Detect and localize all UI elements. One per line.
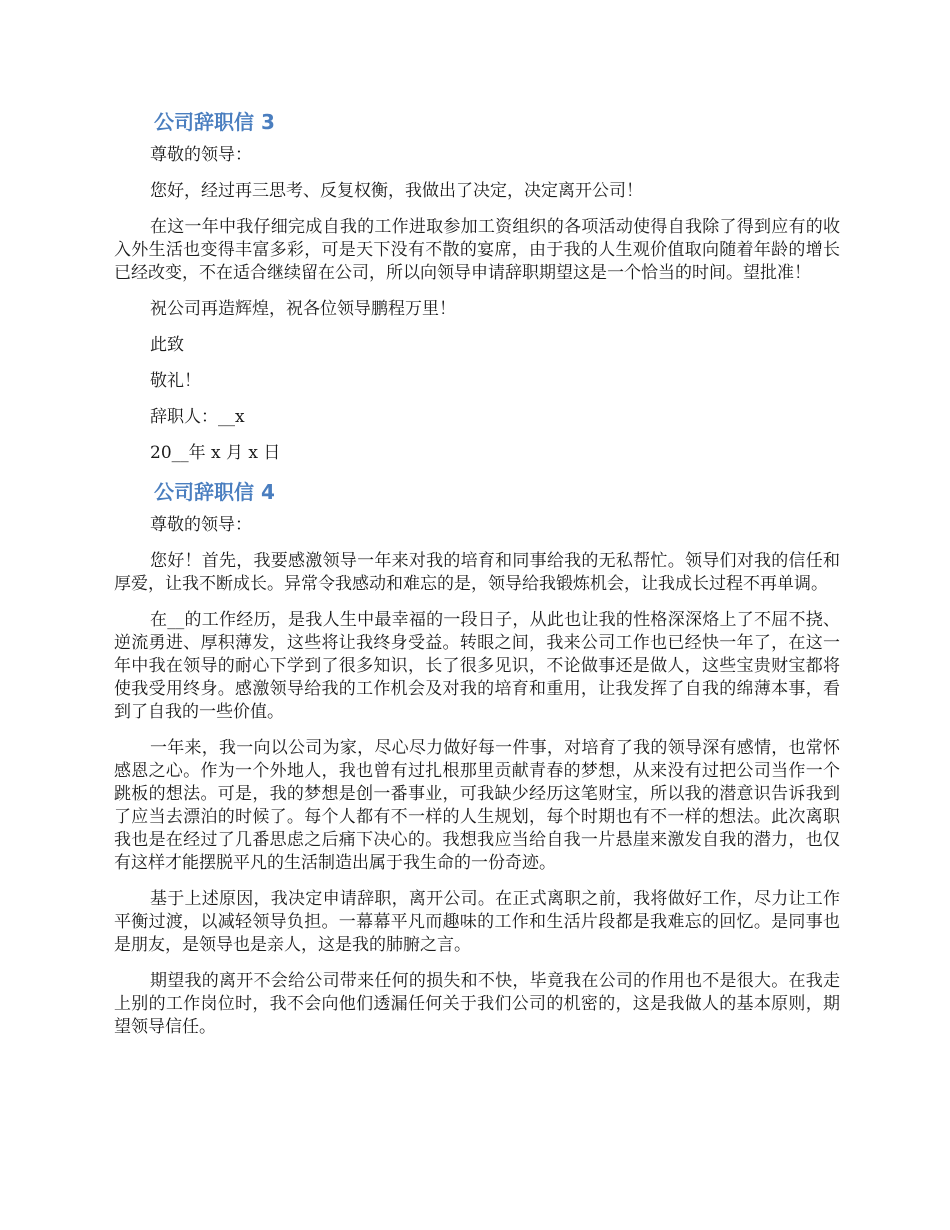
section-3-title: 公司辞职信 3 — [154, 110, 275, 134]
paragraph: 您好！首先，我要感激领导一年来对我的培育和同事给我的无私帮忙。领导们对我的信任和厚爱，让我不断成长。异常令我感动和难忘的是，领导给我锻炼机会，让我成长过程不再单调。 — [114, 551, 840, 594]
paragraph: 期望我的离开不会给公司带来任何的损失和不快，毕竟我在公司的作用也不是很大。在我走上别的工作岗位时，我不会向他们透漏任何关于我们公司的机密的，这是我做人的基本原则，期望领导信任。 — [114, 971, 840, 1037]
salutation: 尊敬的领导： — [150, 145, 252, 165]
paragraph: 祝公司再造辉煌，祝各位领导鹏程万里！ — [150, 299, 456, 319]
paragraph: 在__的工作经历，是我人生中最幸福的一段日子，从此也让我的性格深深烙上了不屈不挠、逆流勇进、厚积薄发，这些将让我终身受益。转眼之间，我来公司工作也已经快一年了，在这一年中我在领导的耐心下学到了很多知识，长了很多见识，不论做事还是做人，这些宝贵财宝都将使我受用终身。感激领导给我的工作机会及对我的培育和重用，让我发挥了自我的绵薄本事，看到了自我的一些价值。 — [114, 610, 840, 722]
date-line: 20__年 x 月 x 日 — [150, 443, 281, 463]
closing-line: 敬礼！ — [150, 371, 201, 391]
section-4-title: 公司辞职信 4 — [154, 480, 275, 504]
paragraph: 在这一年中我仔细完成自我的工作进取参加工资组织的各项活动使得自我除了得到应有的收入外生活也变得丰富多彩，可是天下没有不散的宴席，由于我的人生观价值取向随着年龄的增长已经改变，不在适合继续留在公司，所以向领导申请辞职期望这是一个恰当的时间。望批准！ — [114, 217, 840, 283]
paragraph: 您好，经过再三思考、反复权衡，我做出了决定，决定离开公司！ — [150, 181, 643, 201]
signature-line: 辞职人：__x — [150, 407, 245, 427]
closing-line: 此致 — [150, 335, 184, 355]
paragraph: 一年来，我一向以公司为家，尽心尽力做好每一件事，对培育了我的领导深有感情，也常怀感恩之心。作为一个外地人，我也曾有过扎根那里贡献青春的梦想，从来没有过把公司当作一个跳板的想法。可是，我的梦想是创一番事业，可我缺少经历这笔财宝，所以我的潜意识告诉我到了应当去漂泊的时候了。每个人都有不一样的人生规划，每个时期也有不一样的想法。此次离职我也是在经过了几番思虑之后痛下决心的。我想我应当给自我一片悬崖来激发自我的潜力，也仅有这样才能摆脱平凡的生活制造出属于我生命的一份奇迹。 — [114, 738, 840, 873]
document-content — [114, 108, 840, 1052]
paragraph: 基于上述原因，我决定申请辞职，离开公司。在正式离职之前，我将做好工作，尽力让工作平衡过渡，以减轻领导负担。一幕幕平凡而趣味的工作和生活片段都是我难忘的回忆。是同事也是朋友，是领导也是亲人，这是我的肺腑之言。 — [114, 889, 840, 955]
salutation: 尊敬的领导： — [150, 515, 252, 535]
